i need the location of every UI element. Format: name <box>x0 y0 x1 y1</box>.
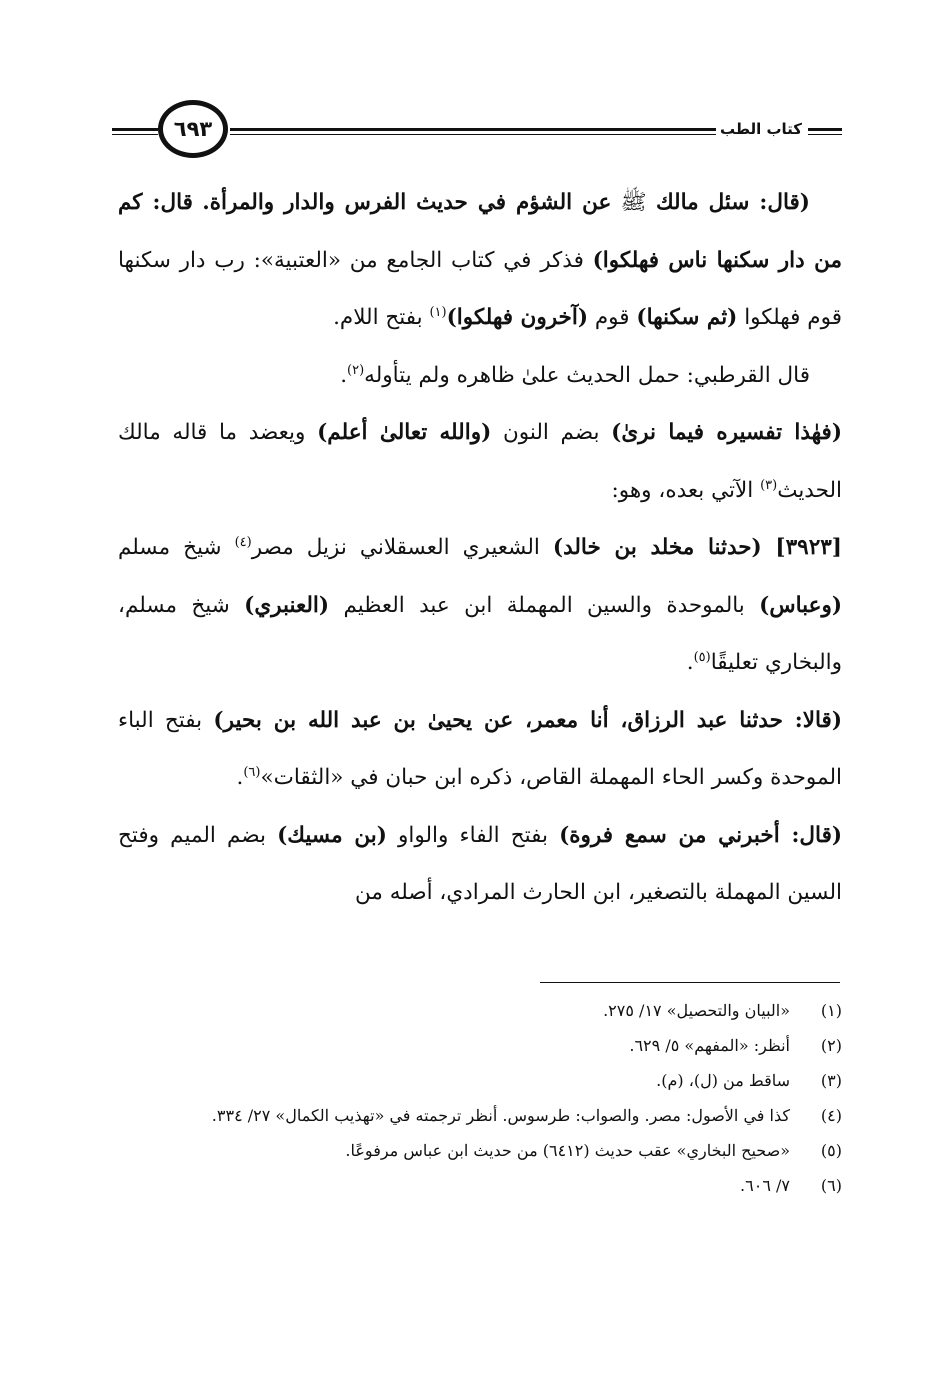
main-text <box>118 174 842 922</box>
commentary-text: بالموحدة والسين المهملة ابن عبد العظيم <box>343 592 745 618</box>
footnote-text: كذا في الأصول: مصر. والصواب: طرسوس. أنظر ترجمته في «تهذيب الكمال» ٢٧/ ٣٣٤. <box>211 1106 790 1125</box>
footnote-number: (٢) <box>820 1036 842 1055</box>
matn-text: (والله تعالىٰ أعلم) <box>317 420 492 445</box>
footnote-item <box>118 993 842 1028</box>
punctuation: . <box>340 362 348 388</box>
footnote-item <box>118 1028 842 1063</box>
commentary-text: ويعضد ما قاله مالك الحديث <box>118 420 842 503</box>
hadith-number: [٣٩٢٣] (حدثنا مخلد بن خالد) <box>552 535 842 560</box>
footnote-number: (٤) <box>820 1106 842 1125</box>
footnote-text: ٧/ ٦٠٦. <box>740 1176 790 1195</box>
footnote-item <box>118 1133 842 1168</box>
header-rule <box>230 128 732 131</box>
header-rule-thin <box>808 134 842 135</box>
footnote-item <box>118 1168 842 1203</box>
footnote-ref[interactable]: (٥) <box>693 649 711 665</box>
matn-text: (قال: سئل مالك <box>655 190 810 215</box>
commentary-text: بضم النون <box>502 420 600 445</box>
paragraph-1 <box>118 174 842 347</box>
honorific-glyph: ﷺ <box>620 190 647 215</box>
matn-text: (العنبري) <box>244 592 330 618</box>
commentary-text: قال القرطبي: حمل الحديث علىٰ ظاهره ولم يتأوله <box>364 362 810 388</box>
footnote-ref[interactable]: (١) <box>429 304 447 320</box>
commentary-text: بفتح اللام. <box>333 305 423 330</box>
commentary-text: بفتح الفاء والواو <box>398 822 548 848</box>
matn-text: (بن مسيك) <box>277 822 387 848</box>
commentary-text: الآتي بعده، وهو: <box>611 477 754 503</box>
page-number: ٦٩٣ <box>158 100 228 158</box>
footnote-number: (٥) <box>820 1141 842 1160</box>
footnote-number: (١) <box>820 1001 842 1020</box>
paragraph-5 <box>118 692 842 807</box>
matn-text: (قال: أخبرني من سمع فروة) <box>559 822 843 848</box>
footnote-ref[interactable]: (٦) <box>243 764 261 780</box>
footnote-ref[interactable]: (٣) <box>760 477 778 493</box>
commentary-text: قوم <box>594 305 630 330</box>
running-title: كتاب الطب <box>716 120 806 138</box>
footnote-item <box>118 1063 842 1098</box>
matn-text: (فهٰذا تفسيره فيما نرىٰ) <box>611 420 842 445</box>
matn-text: قال: كم من دار سكنها ناس فهلكوا) <box>118 190 842 273</box>
footnote-item <box>118 1098 842 1133</box>
footnote-text: «صحيح البخاري» عقب حديث (٦٤١٢) من حديث ابن عباس مرفوعًا. <box>345 1141 790 1160</box>
footnote-separator <box>540 982 840 983</box>
commentary-text: بضم الميم وفتح السين المهملة بالتصغير، ابن الحارث المرادي، أصله من <box>118 822 842 905</box>
matn-text: (آخرون فهلكوا) <box>446 305 588 330</box>
header-rule-thin <box>112 134 158 135</box>
matn-text: (قالا: حدثنا عبد الرزاق، أنا معمر، عن يحيىٰ بن عبد الله بن بحير) <box>213 707 842 733</box>
footnote-ref[interactable]: (٢) <box>347 362 365 378</box>
footnotes <box>118 993 842 1203</box>
commentary-text: شيخ مسلم، والبخاري تعليقًا <box>118 592 842 675</box>
punctuation: . <box>236 765 244 790</box>
footnote-text: أنظر: «المفهم» ٥/ ٦٢٩. <box>629 1036 790 1055</box>
footnote-text: ساقط من (ل)، (م). <box>656 1071 790 1090</box>
paragraph-3 <box>118 404 842 519</box>
header-rule-thin <box>230 134 732 135</box>
commentary-text: فذكر في كتاب الجامع من «العتبية»: رب دار سكنها قوم فهلكوا <box>118 247 842 330</box>
commentary-text: شيخ مسلم <box>118 535 222 560</box>
footnote-text: «البيان والتحصيل» ١٧/ ٢٧٥. <box>603 1001 790 1020</box>
footnote-number: (٣) <box>820 1071 842 1090</box>
page-header <box>112 100 842 162</box>
matn-text: عن الشؤم في حديث الفرس والدار والمرأة. <box>202 190 612 215</box>
paragraph-2 <box>118 347 842 405</box>
paragraph-4 <box>118 519 842 692</box>
commentary-text: بفتح الباء الموحدة وكسر الحاء المهملة القاص، ذكره ابن حبان في «الثقات» <box>118 707 842 790</box>
footnote-ref[interactable]: (٤) <box>234 534 252 550</box>
paragraph-6 <box>118 807 842 922</box>
matn-text: (وعباس) <box>759 592 842 618</box>
header-rule <box>112 128 158 131</box>
matn-text: (ثم سكنها) <box>636 305 738 330</box>
punctuation: . <box>686 650 694 675</box>
commentary-text: الشعيري العسقلاني نزيل مصر <box>251 535 540 560</box>
footnote-number: (٦) <box>820 1176 842 1195</box>
header-rule <box>808 128 842 131</box>
